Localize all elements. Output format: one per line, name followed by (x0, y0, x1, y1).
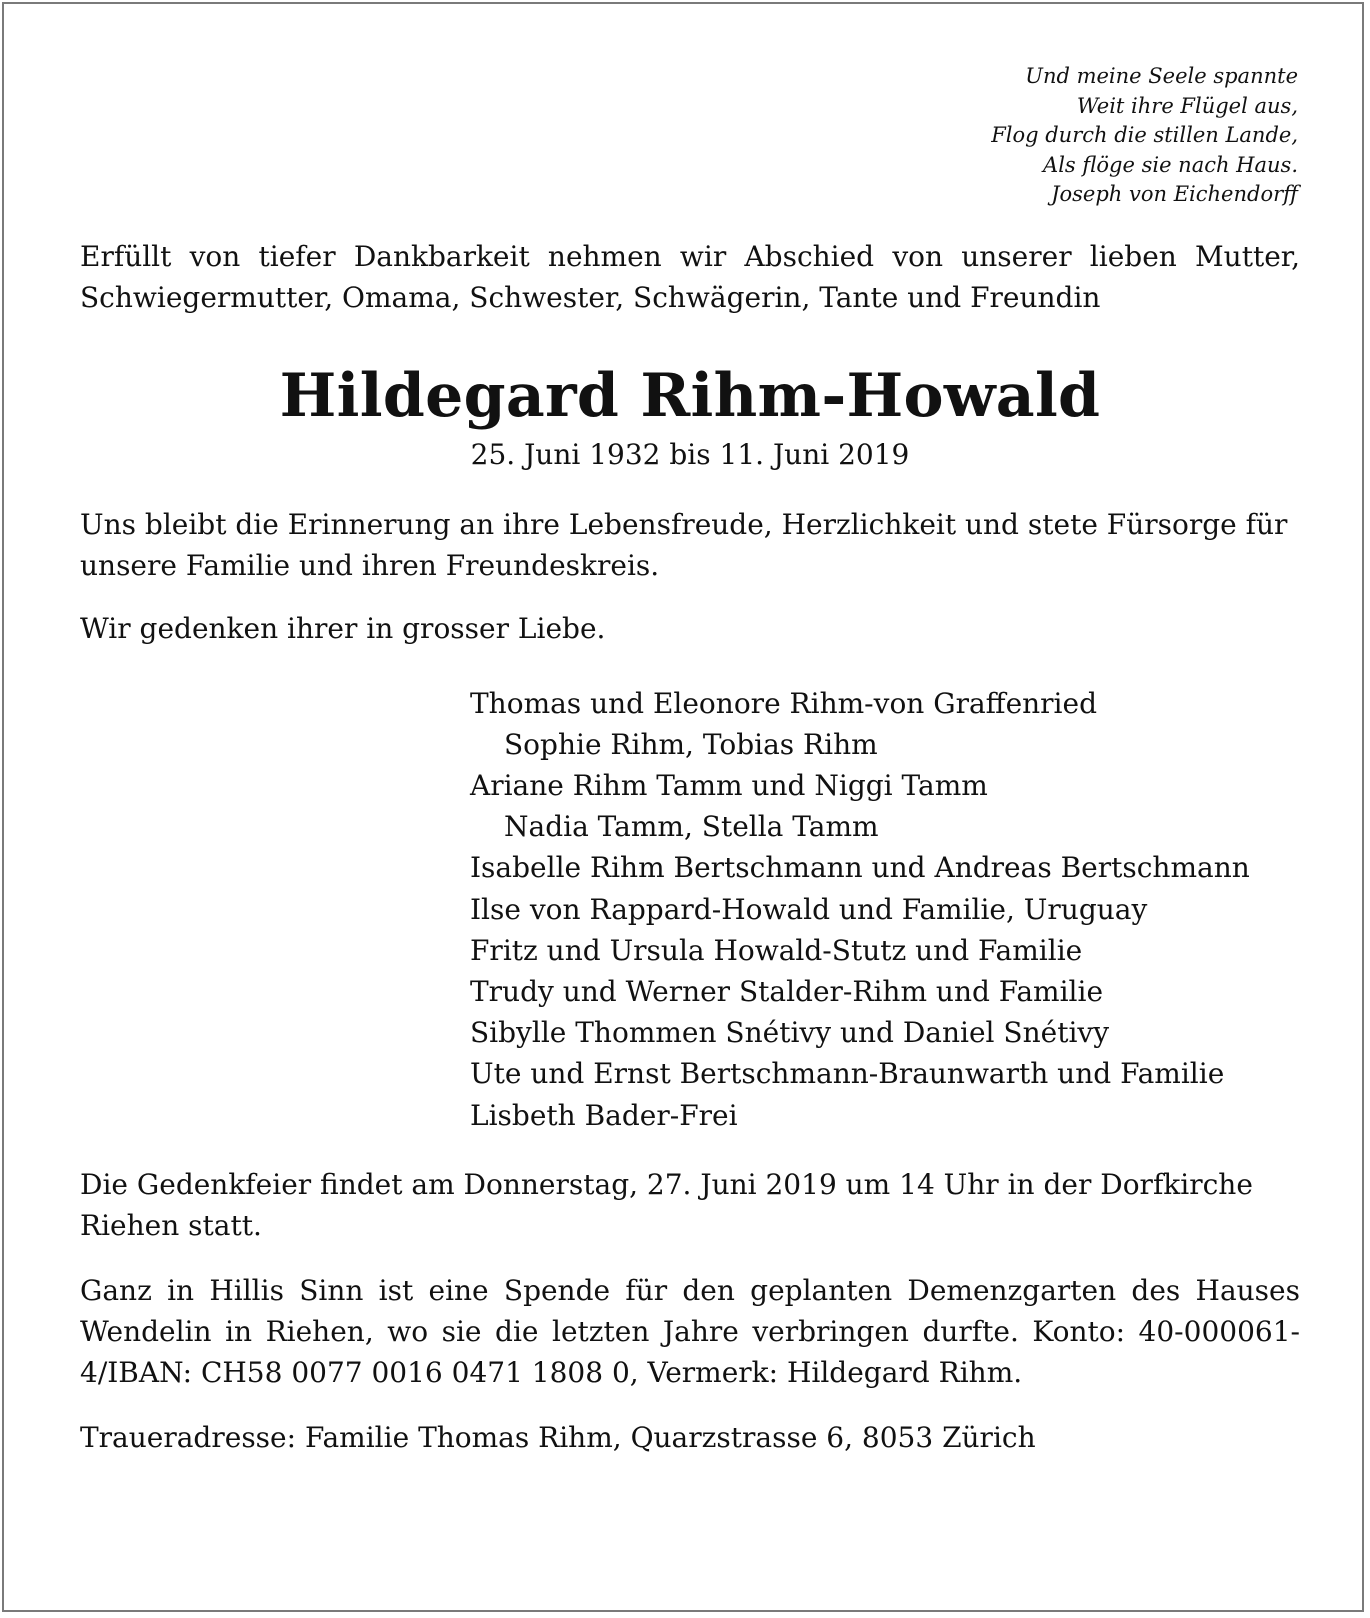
family-member: Sophie Rihm, Tobias Rihm (504, 727, 878, 761)
remembrance-text: Uns bleibt die Erinnerung an ihre Lebensfreude, Herzlichkeit und stete Fürsorge für unsere Familie und ihren Freundeskreis. (80, 507, 1288, 582)
family-member: Sibylle Thommen Snétivy und Daniel Snétivy (470, 1016, 1110, 1050)
family-member: Trudy und Werner Stalder-Rihm und Familie (470, 974, 1104, 1008)
poem-line: Und meine Seele spannte (1025, 64, 1298, 88)
poem (80, 62, 1300, 210)
obituary-content (80, 62, 1300, 1458)
family-member: Lisbeth Bader-Frei (470, 1098, 738, 1132)
family-member: Ilse von Rappard-Howald und Familie, Uruguay (470, 892, 1148, 926)
mourning-address: Traueradresse: Familie Thomas Rihm, Quarzstrasse 6, 8053 Zürich (80, 1420, 1036, 1454)
family-member: Ariane Rihm Tamm und Niggi Tamm (470, 768, 988, 802)
obituary-frame (2, 2, 1364, 1612)
family-member: Ute und Ernst Bertschmann-Braunwarth und Familie (470, 1057, 1225, 1091)
family-member: Isabelle Rihm Bertschmann und Andreas Bertschmann (470, 851, 1250, 885)
intro-text: Erfüllt von tiefer Dankbarkeit nehmen wir Abschied von unserer lieben Mutter, Schwiegermutter, Omama, Schwester, Schwägerin, Tante und Freundin (80, 239, 1300, 314)
family-member: Fritz und Ursula Howald-Stutz und Familie (470, 933, 1083, 967)
donation-text: Ganz in Hillis Sinn ist eine Spende für den geplanten Demenzgarten des Hauses Wendelin in Riehen, wo sie die letzten Jahre verbringen durfte. Konto: 40-000061-4/IBAN: CH58 0077 0016 0471 1808 0, Vermerk: Hildegard Rihm. (80, 1273, 1300, 1389)
poem-line: Als flöge sie nach Haus. (1043, 152, 1298, 177)
poem-author: Joseph von Eichendorff (1051, 182, 1298, 206)
love-line: Wir gedenken ihrer in grosser Liebe. (80, 611, 606, 645)
deceased-name: Hildegard Rihm-Howald (279, 360, 1101, 431)
family-member: Thomas und Eleonore Rihm-von Graffenried (470, 686, 1098, 720)
family-list (470, 683, 1300, 1136)
ceremony-text: Die Gedenkfeier findet am Donnerstag, 27. Juni 2019 um 14 Uhr in der Dorfkirche Riehen statt. (80, 1167, 1253, 1242)
poem-line: Flog durch die stillen Lande, (991, 123, 1298, 147)
family-member: Nadia Tamm, Stella Tamm (504, 810, 879, 844)
poem-line: Weit ihre Flügel aus, (1076, 93, 1298, 118)
life-dates: 25. Juni 1932 bis 11. Juni 2019 (470, 437, 910, 471)
